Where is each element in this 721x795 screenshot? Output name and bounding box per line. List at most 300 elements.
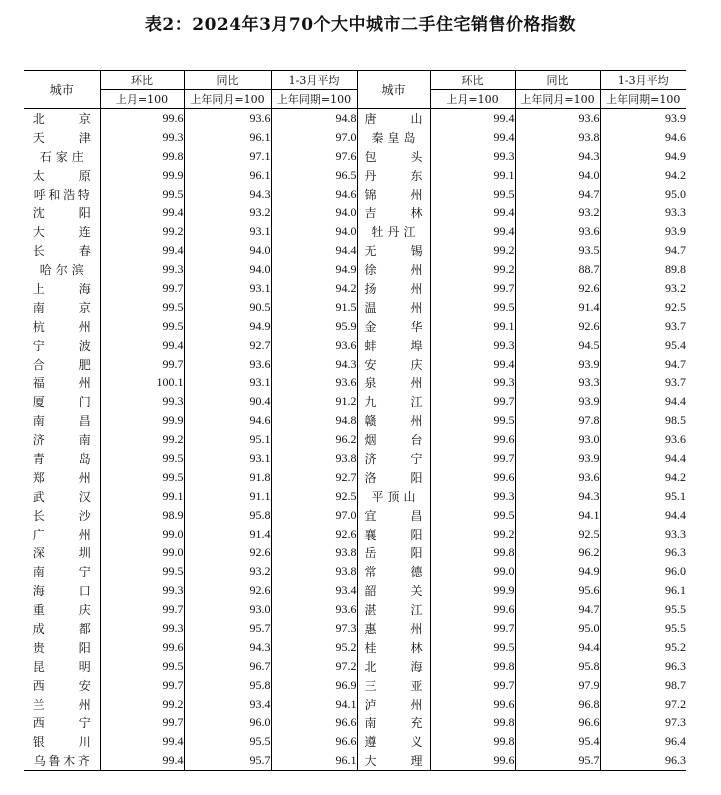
city-name bbox=[24, 373, 100, 392]
index-value-mom: 99.8 bbox=[430, 657, 515, 676]
table-row bbox=[24, 543, 686, 562]
index-value-yoy: 93.9 bbox=[515, 449, 600, 468]
index-value-yoy: 88.7 bbox=[515, 260, 600, 279]
table-row bbox=[24, 638, 686, 657]
index-value-mom: 99.5 bbox=[100, 562, 184, 581]
city-name bbox=[24, 241, 100, 260]
index-value-avg: 98.5 bbox=[600, 411, 686, 430]
city-label: 无 锡 bbox=[364, 244, 423, 259]
header-yoy-base-right: 上年同月=100 bbox=[515, 90, 600, 109]
city-name bbox=[24, 317, 100, 336]
index-value-yoy: 93.3 bbox=[515, 373, 600, 392]
table-row bbox=[24, 109, 686, 128]
city-label: 上 海 bbox=[32, 281, 91, 296]
index-value-yoy: 93.5 bbox=[515, 241, 600, 260]
table-row bbox=[24, 392, 686, 411]
index-value-avg: 96.3 bbox=[600, 751, 686, 770]
header-avg-left: 1-3月平均 bbox=[271, 71, 357, 90]
city-label: 西 安 bbox=[32, 678, 91, 693]
index-value-avg: 95.2 bbox=[600, 638, 686, 657]
city-name bbox=[357, 581, 430, 600]
city-name bbox=[357, 260, 430, 279]
index-value-mom: 99.3 bbox=[430, 147, 515, 166]
index-value-mom: 99.3 bbox=[430, 373, 515, 392]
index-value-mom: 99.3 bbox=[430, 336, 515, 355]
price-index-table bbox=[24, 70, 686, 771]
city-label: 赣 州 bbox=[364, 414, 423, 429]
index-value-avg: 94.2 bbox=[600, 166, 686, 185]
index-value-mom: 99.1 bbox=[100, 487, 184, 506]
index-value-avg: 94.4 bbox=[600, 506, 686, 525]
header-city-right: 城市 bbox=[357, 71, 430, 109]
index-value-yoy: 93.9 bbox=[515, 392, 600, 411]
city-name bbox=[357, 166, 430, 185]
city-label: 天 津 bbox=[32, 130, 91, 145]
city-name bbox=[24, 638, 100, 657]
city-name bbox=[24, 279, 100, 298]
index-value-yoy: 95.5 bbox=[184, 732, 271, 751]
city-name bbox=[357, 392, 430, 411]
city-label: 大 连 bbox=[32, 225, 91, 240]
city-label: 唐 山 bbox=[364, 111, 423, 126]
city-label: 深 圳 bbox=[32, 546, 91, 561]
index-value-mom: 99.6 bbox=[430, 430, 515, 449]
header-mom-base-right: 上月=100 bbox=[430, 90, 515, 109]
city-name bbox=[357, 638, 430, 657]
index-value-yoy: 93.2 bbox=[184, 203, 271, 222]
index-value-yoy: 95.8 bbox=[184, 506, 271, 525]
city-name bbox=[24, 222, 100, 241]
city-label: 蚌 埠 bbox=[364, 338, 423, 353]
index-value-yoy: 94.3 bbox=[184, 185, 271, 204]
city-name bbox=[24, 695, 100, 714]
index-value-mom: 99.3 bbox=[100, 581, 184, 600]
city-name bbox=[357, 657, 430, 676]
city-label: 福 州 bbox=[32, 376, 91, 391]
header-yoy-right: 同比 bbox=[515, 71, 600, 90]
index-value-mom: 99.4 bbox=[430, 355, 515, 374]
city-label: 长 沙 bbox=[32, 508, 91, 523]
index-value-yoy: 92.6 bbox=[184, 543, 271, 562]
index-value-yoy: 93.2 bbox=[184, 562, 271, 581]
index-value-yoy: 94.6 bbox=[184, 411, 271, 430]
index-value-yoy: 93.6 bbox=[515, 109, 600, 128]
city-label: 长 春 bbox=[32, 244, 91, 259]
index-value-avg: 94.2 bbox=[600, 468, 686, 487]
city-name bbox=[24, 506, 100, 525]
index-value-avg: 93.8 bbox=[271, 562, 357, 581]
city-label: 泉 州 bbox=[364, 376, 423, 391]
city-name bbox=[357, 373, 430, 392]
index-value-avg: 96.5 bbox=[271, 166, 357, 185]
index-value-avg: 93.9 bbox=[600, 109, 686, 128]
city-label: 济 宁 bbox=[364, 451, 423, 466]
header-mom-base-left: 上月=100 bbox=[100, 90, 184, 109]
table-row bbox=[24, 449, 686, 468]
index-value-avg: 95.4 bbox=[600, 336, 686, 355]
city-label: 惠 州 bbox=[364, 621, 423, 636]
index-value-yoy: 92.6 bbox=[184, 581, 271, 600]
index-value-mom: 99.2 bbox=[430, 241, 515, 260]
index-value-avg: 94.7 bbox=[600, 355, 686, 374]
city-label: 乌 鲁 木 齐 bbox=[33, 754, 90, 769]
index-value-yoy: 95.6 bbox=[515, 581, 600, 600]
index-value-mom: 99.1 bbox=[430, 166, 515, 185]
index-value-avg: 96.6 bbox=[271, 732, 357, 751]
index-value-avg: 92.5 bbox=[271, 487, 357, 506]
index-value-avg: 95.0 bbox=[600, 185, 686, 204]
city-label: 银 川 bbox=[32, 735, 91, 750]
city-name bbox=[24, 525, 100, 544]
index-value-yoy: 95.8 bbox=[515, 657, 600, 676]
index-value-yoy: 90.5 bbox=[184, 298, 271, 317]
city-name bbox=[357, 487, 430, 506]
index-value-avg: 96.9 bbox=[271, 676, 357, 695]
table-row bbox=[24, 714, 686, 733]
city-label: 扬 州 bbox=[364, 281, 423, 296]
city-label: 大 理 bbox=[364, 754, 423, 769]
index-value-mom: 99.0 bbox=[100, 543, 184, 562]
index-value-yoy: 95.4 bbox=[515, 732, 600, 751]
index-value-yoy: 92.7 bbox=[184, 336, 271, 355]
index-value-mom: 99.7 bbox=[100, 279, 184, 298]
index-value-mom: 99.6 bbox=[430, 600, 515, 619]
city-name bbox=[357, 714, 430, 733]
index-value-yoy: 96.8 bbox=[515, 695, 600, 714]
table-row bbox=[24, 241, 686, 260]
index-value-mom: 99.3 bbox=[100, 392, 184, 411]
header-avg-right: 1-3月平均 bbox=[600, 71, 686, 90]
index-value-yoy: 93.1 bbox=[184, 373, 271, 392]
index-value-yoy: 92.5 bbox=[515, 525, 600, 544]
index-value-mom: 99.4 bbox=[100, 203, 184, 222]
index-value-mom: 99.5 bbox=[430, 411, 515, 430]
index-value-yoy: 96.1 bbox=[184, 166, 271, 185]
city-label: 烟 台 bbox=[364, 433, 423, 448]
city-label: 岳 阳 bbox=[364, 546, 423, 561]
index-value-mom: 99.8 bbox=[430, 714, 515, 733]
index-value-avg: 94.0 bbox=[271, 222, 357, 241]
index-value-yoy: 95.7 bbox=[184, 751, 271, 770]
city-label: 韶 关 bbox=[364, 584, 423, 599]
index-value-avg: 92.5 bbox=[600, 298, 686, 317]
index-value-mom: 99.7 bbox=[430, 676, 515, 695]
index-value-mom: 99.2 bbox=[100, 695, 184, 714]
index-value-avg: 94.8 bbox=[271, 411, 357, 430]
index-value-avg: 94.4 bbox=[600, 449, 686, 468]
city-label: 济 南 bbox=[32, 433, 91, 448]
city-label: 石 家 庄 bbox=[39, 149, 84, 164]
city-label: 南 昌 bbox=[32, 414, 91, 429]
index-value-avg: 98.7 bbox=[600, 676, 686, 695]
table-row bbox=[24, 487, 686, 506]
city-name bbox=[24, 166, 100, 185]
index-value-yoy: 94.1 bbox=[515, 506, 600, 525]
index-value-mom: 99.5 bbox=[100, 657, 184, 676]
city-name bbox=[357, 185, 430, 204]
index-value-mom: 99.8 bbox=[100, 147, 184, 166]
city-name bbox=[357, 128, 430, 147]
index-value-avg: 94.0 bbox=[271, 203, 357, 222]
header-avg-base-right: 上年同期=100 bbox=[600, 90, 686, 109]
table-body bbox=[24, 109, 686, 771]
index-value-avg: 93.9 bbox=[600, 222, 686, 241]
index-value-mom: 99.4 bbox=[100, 336, 184, 355]
city-name bbox=[24, 449, 100, 468]
city-name bbox=[24, 128, 100, 147]
index-value-mom: 99.0 bbox=[430, 562, 515, 581]
index-value-mom: 99.8 bbox=[430, 732, 515, 751]
index-value-mom: 99.4 bbox=[430, 109, 515, 128]
index-value-mom: 100.1 bbox=[100, 373, 184, 392]
index-value-mom: 99.7 bbox=[430, 279, 515, 298]
index-value-avg: 94.6 bbox=[271, 185, 357, 204]
index-value-avg: 93.4 bbox=[271, 581, 357, 600]
index-value-avg: 97.2 bbox=[600, 695, 686, 714]
index-value-avg: 93.8 bbox=[271, 543, 357, 562]
city-name bbox=[24, 109, 100, 128]
header-mom-right: 环比 bbox=[430, 71, 515, 90]
city-label: 徐 州 bbox=[364, 263, 423, 278]
index-value-yoy: 94.7 bbox=[515, 185, 600, 204]
index-value-mom: 99.4 bbox=[100, 732, 184, 751]
index-value-avg: 91.2 bbox=[271, 392, 357, 411]
index-value-avg: 93.6 bbox=[271, 600, 357, 619]
index-value-yoy: 93.4 bbox=[184, 695, 271, 714]
index-value-avg: 91.5 bbox=[271, 298, 357, 317]
city-name bbox=[24, 732, 100, 751]
city-name bbox=[357, 336, 430, 355]
index-value-yoy: 93.1 bbox=[184, 222, 271, 241]
index-value-yoy: 97.8 bbox=[515, 411, 600, 430]
index-value-avg: 96.1 bbox=[600, 581, 686, 600]
city-name bbox=[24, 543, 100, 562]
index-value-avg: 95.9 bbox=[271, 317, 357, 336]
city-name bbox=[357, 525, 430, 544]
city-label: 九 江 bbox=[364, 395, 423, 410]
table-row bbox=[24, 317, 686, 336]
index-value-mom: 99.7 bbox=[100, 600, 184, 619]
city-name bbox=[24, 657, 100, 676]
table-row bbox=[24, 298, 686, 317]
index-value-mom: 99.7 bbox=[430, 449, 515, 468]
index-value-avg: 94.6 bbox=[600, 128, 686, 147]
index-value-avg: 92.6 bbox=[271, 525, 357, 544]
table-row bbox=[24, 411, 686, 430]
index-value-avg: 93.3 bbox=[600, 525, 686, 544]
city-name bbox=[357, 203, 430, 222]
city-label: 成 都 bbox=[32, 621, 91, 636]
index-value-yoy: 93.8 bbox=[515, 128, 600, 147]
index-value-mom: 99.4 bbox=[430, 128, 515, 147]
index-value-yoy: 95.8 bbox=[184, 676, 271, 695]
index-value-yoy: 93.1 bbox=[184, 279, 271, 298]
table-row bbox=[24, 732, 686, 751]
city-name bbox=[24, 714, 100, 733]
city-label: 安 庆 bbox=[364, 357, 423, 372]
city-label: 金 华 bbox=[364, 319, 423, 334]
table-row bbox=[24, 279, 686, 298]
table-row bbox=[24, 355, 686, 374]
index-value-yoy: 96.2 bbox=[515, 543, 600, 562]
index-value-avg: 93.3 bbox=[600, 203, 686, 222]
index-value-avg: 94.7 bbox=[600, 241, 686, 260]
table-row bbox=[24, 619, 686, 638]
table-row bbox=[24, 468, 686, 487]
table-row bbox=[24, 373, 686, 392]
index-value-avg: 96.3 bbox=[600, 657, 686, 676]
index-value-avg: 93.7 bbox=[600, 373, 686, 392]
index-value-avg: 94.3 bbox=[271, 355, 357, 374]
index-value-mom: 99.0 bbox=[100, 525, 184, 544]
city-name bbox=[24, 430, 100, 449]
index-value-yoy: 96.6 bbox=[515, 714, 600, 733]
table-row bbox=[24, 562, 686, 581]
city-label: 包 头 bbox=[364, 149, 423, 164]
city-name bbox=[357, 619, 430, 638]
city-name bbox=[357, 676, 430, 695]
table-row bbox=[24, 166, 686, 185]
index-value-yoy: 93.6 bbox=[184, 109, 271, 128]
index-value-yoy: 95.7 bbox=[515, 751, 600, 770]
city-name bbox=[357, 411, 430, 430]
city-name bbox=[357, 751, 430, 770]
city-label: 北 海 bbox=[364, 659, 423, 674]
city-name bbox=[357, 562, 430, 581]
table-row bbox=[24, 185, 686, 204]
table-row bbox=[24, 676, 686, 695]
city-name bbox=[24, 468, 100, 487]
index-value-avg: 96.1 bbox=[271, 751, 357, 770]
table-row bbox=[24, 657, 686, 676]
city-label: 桂 林 bbox=[364, 640, 423, 655]
index-value-yoy: 95.1 bbox=[184, 430, 271, 449]
index-value-mom: 99.4 bbox=[430, 203, 515, 222]
city-name bbox=[357, 147, 430, 166]
index-value-yoy: 95.7 bbox=[184, 619, 271, 638]
index-value-mom: 99.5 bbox=[100, 298, 184, 317]
city-name bbox=[357, 732, 430, 751]
index-value-yoy: 93.6 bbox=[515, 222, 600, 241]
index-value-avg: 97.6 bbox=[271, 147, 357, 166]
index-value-mom: 99.2 bbox=[430, 525, 515, 544]
index-value-mom: 99.6 bbox=[430, 468, 515, 487]
index-value-avg: 92.7 bbox=[271, 468, 357, 487]
city-name bbox=[24, 355, 100, 374]
index-value-yoy: 94.4 bbox=[515, 638, 600, 657]
index-value-yoy: 90.4 bbox=[184, 392, 271, 411]
index-value-yoy: 93.6 bbox=[184, 355, 271, 374]
header-mom-left: 环比 bbox=[100, 71, 184, 90]
header-avg-base-left: 上年同期=100 bbox=[271, 90, 357, 109]
index-value-yoy: 94.9 bbox=[515, 562, 600, 581]
index-value-yoy: 94.0 bbox=[515, 166, 600, 185]
index-value-avg: 97.3 bbox=[600, 714, 686, 733]
index-value-avg: 96.0 bbox=[600, 562, 686, 581]
index-value-yoy: 94.3 bbox=[515, 487, 600, 506]
index-value-avg: 96.3 bbox=[600, 543, 686, 562]
city-name bbox=[357, 222, 430, 241]
index-value-mom: 99.4 bbox=[100, 751, 184, 770]
header-yoy-left: 同比 bbox=[184, 71, 271, 90]
index-value-avg: 96.2 bbox=[271, 430, 357, 449]
index-value-mom: 99.7 bbox=[100, 714, 184, 733]
index-value-avg: 97.0 bbox=[271, 506, 357, 525]
city-label: 南 京 bbox=[32, 300, 91, 315]
header-city-left: 城市 bbox=[24, 71, 100, 109]
city-name bbox=[24, 392, 100, 411]
index-value-yoy: 93.2 bbox=[515, 203, 600, 222]
index-value-yoy: 93.0 bbox=[184, 600, 271, 619]
city-label: 重 庆 bbox=[32, 603, 91, 618]
index-value-yoy: 91.1 bbox=[184, 487, 271, 506]
index-value-avg: 94.2 bbox=[271, 279, 357, 298]
index-value-avg: 94.9 bbox=[600, 147, 686, 166]
index-value-avg: 95.5 bbox=[600, 619, 686, 638]
index-value-avg: 96.6 bbox=[271, 714, 357, 733]
city-label: 南 充 bbox=[364, 716, 423, 731]
city-label: 厦 门 bbox=[32, 395, 91, 410]
index-value-mom: 99.7 bbox=[100, 355, 184, 374]
city-label: 吉 林 bbox=[364, 206, 423, 221]
city-name bbox=[357, 279, 430, 298]
index-value-yoy: 93.9 bbox=[515, 355, 600, 374]
index-value-yoy: 94.5 bbox=[515, 336, 600, 355]
index-value-mom: 99.4 bbox=[100, 241, 184, 260]
city-label: 丹 东 bbox=[364, 168, 423, 183]
city-label: 哈 尔 滨 bbox=[39, 263, 84, 278]
index-value-yoy: 93.6 bbox=[515, 468, 600, 487]
city-label: 太 原 bbox=[32, 168, 91, 183]
index-value-mom: 99.9 bbox=[100, 166, 184, 185]
city-label: 温 州 bbox=[364, 300, 423, 315]
index-value-yoy: 94.7 bbox=[515, 600, 600, 619]
index-value-mom: 99.2 bbox=[100, 222, 184, 241]
table-row bbox=[24, 336, 686, 355]
city-label: 宜 昌 bbox=[364, 508, 423, 523]
city-name bbox=[357, 241, 430, 260]
index-value-mom: 98.9 bbox=[100, 506, 184, 525]
city-name bbox=[24, 260, 100, 279]
index-value-mom: 99.9 bbox=[100, 411, 184, 430]
page-title: 表2：2024年3月70个大中城市二手住宅销售价格指数 bbox=[144, 15, 577, 35]
table-row bbox=[24, 430, 686, 449]
city-name bbox=[357, 109, 430, 128]
city-name bbox=[357, 298, 430, 317]
index-value-yoy: 93.0 bbox=[515, 430, 600, 449]
table-row bbox=[24, 506, 686, 525]
index-value-mom: 99.5 bbox=[430, 298, 515, 317]
city-name bbox=[24, 562, 100, 581]
city-label: 西 宁 bbox=[32, 716, 91, 731]
city-label: 郑 州 bbox=[32, 470, 91, 485]
city-name bbox=[24, 336, 100, 355]
index-value-avg: 97.2 bbox=[271, 657, 357, 676]
index-value-avg: 95.2 bbox=[271, 638, 357, 657]
index-value-yoy: 93.1 bbox=[184, 449, 271, 468]
city-name bbox=[24, 203, 100, 222]
city-label: 常 德 bbox=[364, 565, 423, 580]
index-value-mom: 99.1 bbox=[430, 317, 515, 336]
table-row bbox=[24, 128, 686, 147]
table-row bbox=[24, 147, 686, 166]
table-row bbox=[24, 751, 686, 770]
city-name bbox=[24, 619, 100, 638]
index-value-mom: 99.6 bbox=[430, 751, 515, 770]
city-label: 呼 和 浩 特 bbox=[33, 187, 90, 202]
index-value-avg: 93.7 bbox=[600, 317, 686, 336]
table-row bbox=[24, 600, 686, 619]
